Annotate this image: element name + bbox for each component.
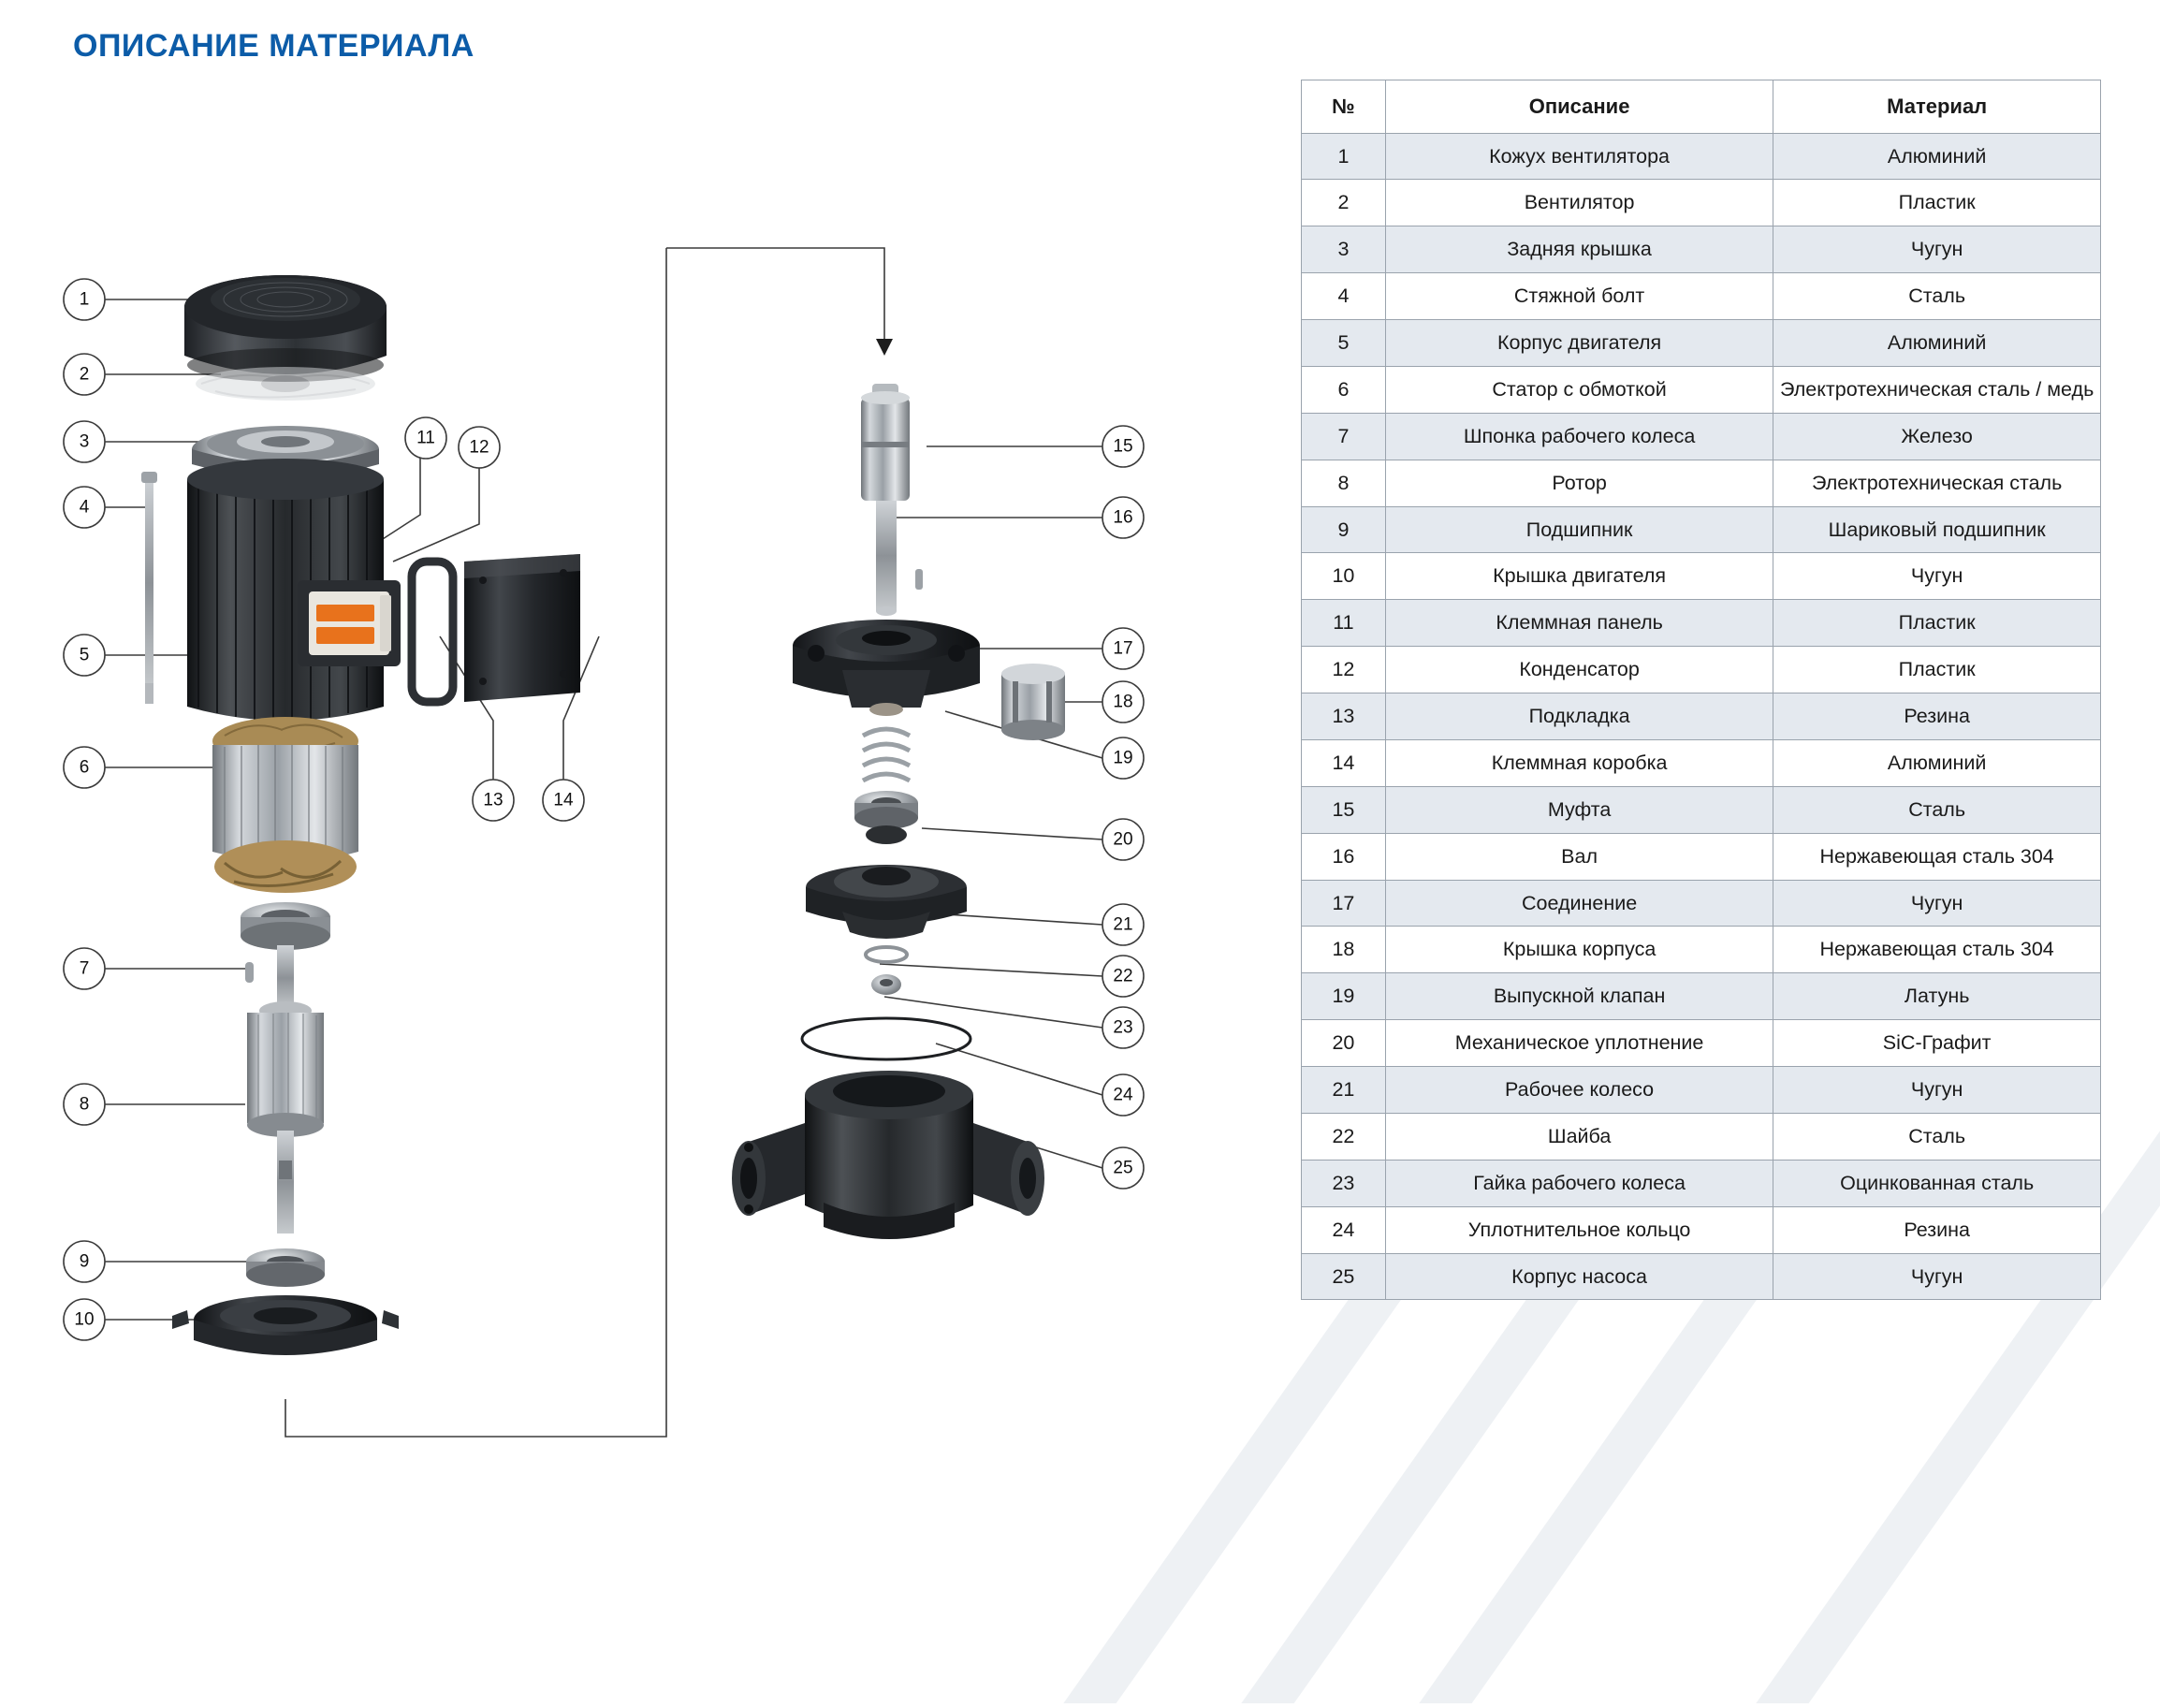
cell-material: Железо (1773, 413, 2101, 460)
cell-material: Пластик (1773, 647, 2101, 693)
callout-7 (64, 948, 105, 989)
svg-text:25: 25 (1113, 1158, 1133, 1178)
callout-16 (1102, 497, 1144, 538)
part-bearing-upper (241, 902, 330, 950)
svg-text:17: 17 (1113, 638, 1133, 659)
cell-number: 13 (1302, 693, 1386, 740)
table-row (1302, 693, 2101, 740)
svg-text:2: 2 (79, 364, 90, 385)
cell-material: Пластик (1773, 600, 2101, 647)
column-header-material: Материал (1773, 80, 2101, 134)
cell-material: Нержавеющая сталь 304 (1773, 833, 2101, 880)
part-fan-cover (184, 275, 387, 382)
callout-23 (1102, 1007, 1144, 1048)
callout-13 (473, 780, 514, 821)
cell-number: 16 (1302, 833, 1386, 880)
cell-description: Корпус насоса (1385, 1253, 1773, 1300)
cell-number: 18 (1302, 927, 1386, 973)
cell-number: 10 (1302, 553, 1386, 600)
cell-number: 7 (1302, 413, 1386, 460)
cell-description: Уплотнительное кольцо (1385, 1206, 1773, 1253)
table-row (1302, 226, 2101, 273)
cell-description: Крышка корпуса (1385, 927, 1773, 973)
cell-number: 2 (1302, 180, 1386, 226)
part-pump-body (732, 1071, 1044, 1239)
svg-text:7: 7 (79, 958, 90, 979)
cell-material: Резина (1773, 1206, 2101, 1253)
callout-25 (1102, 1147, 1144, 1189)
svg-text:1: 1 (79, 289, 90, 310)
cell-number: 8 (1302, 460, 1386, 506)
part-rotor (247, 945, 324, 1234)
cell-number: 12 (1302, 647, 1386, 693)
part-fan (196, 367, 375, 401)
part-gasket (412, 562, 453, 702)
cell-material: Алюминий (1773, 133, 2101, 180)
svg-text:5: 5 (79, 645, 90, 665)
cell-description: Муфта (1385, 786, 1773, 833)
svg-text:16: 16 (1113, 507, 1133, 528)
callout-9 (64, 1241, 105, 1282)
cell-description: Шайба (1385, 1113, 1773, 1160)
svg-text:22: 22 (1113, 966, 1133, 986)
table-row (1302, 1206, 2101, 1253)
table-row (1302, 1253, 2101, 1300)
cell-number: 19 (1302, 973, 1386, 1020)
table-row (1302, 413, 2101, 460)
callout-22 (1102, 956, 1144, 997)
part-impeller (806, 865, 967, 939)
table-row (1302, 180, 2101, 226)
cell-material: Чугун (1773, 880, 2101, 927)
part-coupling (861, 384, 910, 501)
material-table-body (1302, 133, 2101, 1300)
cell-description: Ротор (1385, 460, 1773, 506)
table-row (1302, 553, 2101, 600)
table-row (1302, 927, 2101, 973)
cell-description: Подшипник (1385, 506, 1773, 553)
part-motor-housing (187, 459, 401, 723)
callout-10 (64, 1299, 105, 1340)
cell-material: Оцинкованная сталь (1773, 1160, 2101, 1206)
svg-text:6: 6 (79, 757, 90, 778)
table-row (1302, 973, 2101, 1020)
callout-12 (459, 427, 500, 468)
callout-19 (1102, 737, 1144, 779)
callout-21 (1102, 904, 1144, 945)
cell-description: Шпонка рабочего колеса (1385, 413, 1773, 460)
cell-number: 6 (1302, 366, 1386, 413)
svg-text:20: 20 (1113, 829, 1133, 850)
cell-description: Клеммная панель (1385, 600, 1773, 647)
cell-description: Крышка двигателя (1385, 553, 1773, 600)
cell-number: 1 (1302, 133, 1386, 180)
cell-number: 11 (1302, 600, 1386, 647)
cell-description: Вентилятор (1385, 180, 1773, 226)
table-row (1302, 739, 2101, 786)
cell-number: 17 (1302, 880, 1386, 927)
table-row (1302, 1067, 2101, 1114)
callout-18 (1102, 681, 1144, 723)
cell-material: Чугун (1773, 226, 2101, 273)
svg-text:8: 8 (79, 1094, 90, 1115)
cell-description: Клеммная коробка (1385, 739, 1773, 786)
cell-material: Сталь (1773, 786, 2101, 833)
part-motor-cover (172, 1295, 399, 1355)
cell-description: Выпускной клапан (1385, 973, 1773, 1020)
svg-text:23: 23 (1113, 1017, 1133, 1038)
svg-text:3: 3 (79, 431, 90, 452)
callout-4 (64, 487, 105, 528)
part-housing-cover (1001, 664, 1065, 740)
part-stator (212, 717, 358, 893)
svg-text:12: 12 (469, 437, 489, 458)
material-table-wrapper (1301, 80, 2101, 1300)
cell-description: Конденсатор (1385, 647, 1773, 693)
cell-material: Нержавеющая сталь 304 (1773, 927, 2101, 973)
svg-text:19: 19 (1113, 748, 1133, 768)
table-row (1302, 880, 2101, 927)
svg-text:24: 24 (1113, 1085, 1133, 1105)
cell-description: Задняя крышка (1385, 226, 1773, 273)
svg-text:13: 13 (483, 790, 504, 810)
cell-material: Алюминий (1773, 739, 2101, 786)
table-row (1302, 647, 2101, 693)
svg-text:10: 10 (74, 1309, 95, 1330)
callout-5 (64, 635, 105, 676)
table-row (1302, 320, 2101, 367)
table-row (1302, 273, 2101, 320)
cell-number: 14 (1302, 739, 1386, 786)
table-row (1302, 833, 2101, 880)
cell-material: Алюминий (1773, 320, 2101, 367)
cell-number: 3 (1302, 226, 1386, 273)
cell-material: Пластик (1773, 180, 2101, 226)
part-terminal-box (464, 554, 580, 702)
exploded-view-diagram (0, 75, 1301, 1535)
cell-material: Электротехническая сталь / медь (1773, 366, 2101, 413)
callout-15 (1102, 426, 1144, 467)
table-row (1302, 460, 2101, 506)
cell-material: Шариковый подшипник (1773, 506, 2101, 553)
svg-text:11: 11 (416, 428, 435, 448)
cell-number: 22 (1302, 1113, 1386, 1160)
table-row (1302, 600, 2101, 647)
cell-description: Подкладка (1385, 693, 1773, 740)
callout-1 (64, 279, 105, 320)
callout-3 (64, 421, 105, 462)
column-header-description: Описание (1385, 80, 1773, 134)
cell-material: Чугун (1773, 1253, 2101, 1300)
part-washer (866, 947, 907, 962)
table-row (1302, 1020, 2101, 1067)
column-header-number: № (1302, 80, 1386, 134)
cell-number: 9 (1302, 506, 1386, 553)
cell-number: 5 (1302, 320, 1386, 367)
cell-material: SiC-Графит (1773, 1020, 2101, 1067)
cell-description: Соединение (1385, 880, 1773, 927)
svg-text:14: 14 (553, 790, 574, 810)
cell-material: Сталь (1773, 273, 2101, 320)
table-row (1302, 786, 2101, 833)
cell-description: Рабочее колесо (1385, 1067, 1773, 1114)
table-row (1302, 506, 2101, 553)
cell-material: Резина (1773, 693, 2101, 740)
cell-number: 15 (1302, 786, 1386, 833)
cell-material: Сталь (1773, 1113, 2101, 1160)
page-title: ОПИСАНИЕ МАТЕРИАЛА (73, 28, 474, 64)
cell-description: Кожух вентилятора (1385, 133, 1773, 180)
svg-text:18: 18 (1113, 692, 1133, 712)
part-impeller-nut (871, 974, 901, 995)
part-relief-valve (869, 703, 903, 716)
cell-material: Латунь (1773, 973, 2101, 1020)
table-row (1302, 1113, 2101, 1160)
cell-number: 25 (1302, 1253, 1386, 1300)
table-row (1302, 1160, 2101, 1206)
cell-description: Механическое уплотнение (1385, 1020, 1773, 1067)
svg-text:4: 4 (79, 497, 90, 518)
cell-description: Вал (1385, 833, 1773, 880)
cell-number: 4 (1302, 273, 1386, 320)
part-connection (793, 620, 980, 708)
part-o-ring (802, 1018, 971, 1059)
table-row (1302, 133, 2101, 180)
callout-11 (405, 417, 446, 459)
callout-14 (543, 780, 584, 821)
cell-number: 21 (1302, 1067, 1386, 1114)
callout-24 (1102, 1074, 1144, 1116)
cell-description: Корпус двигателя (1385, 320, 1773, 367)
svg-text:21: 21 (1113, 914, 1133, 935)
cell-number: 23 (1302, 1160, 1386, 1206)
part-bearing-lower (246, 1248, 325, 1287)
table-header-row (1302, 80, 2101, 134)
table-row (1302, 366, 2101, 413)
part-impeller-key (245, 962, 254, 983)
svg-text:15: 15 (1113, 436, 1133, 457)
svg-text:9: 9 (79, 1251, 90, 1272)
callout-2 (64, 354, 105, 395)
cell-description: Гайка рабочего колеса (1385, 1160, 1773, 1206)
part-mechanical-seal (854, 729, 918, 844)
cell-material: Электротехническая сталь (1773, 460, 2101, 506)
cell-number: 24 (1302, 1206, 1386, 1253)
cell-description: Стяжной болт (1385, 273, 1773, 320)
material-table (1301, 80, 2101, 1300)
cell-material: Чугун (1773, 1067, 2101, 1114)
callout-8 (64, 1084, 105, 1125)
cell-description: Статор с обмоткой (1385, 366, 1773, 413)
callout-20 (1102, 819, 1144, 860)
cell-number: 20 (1302, 1020, 1386, 1067)
callout-6 (64, 747, 105, 788)
callout-17 (1102, 628, 1144, 669)
cell-material: Чугун (1773, 553, 2101, 600)
